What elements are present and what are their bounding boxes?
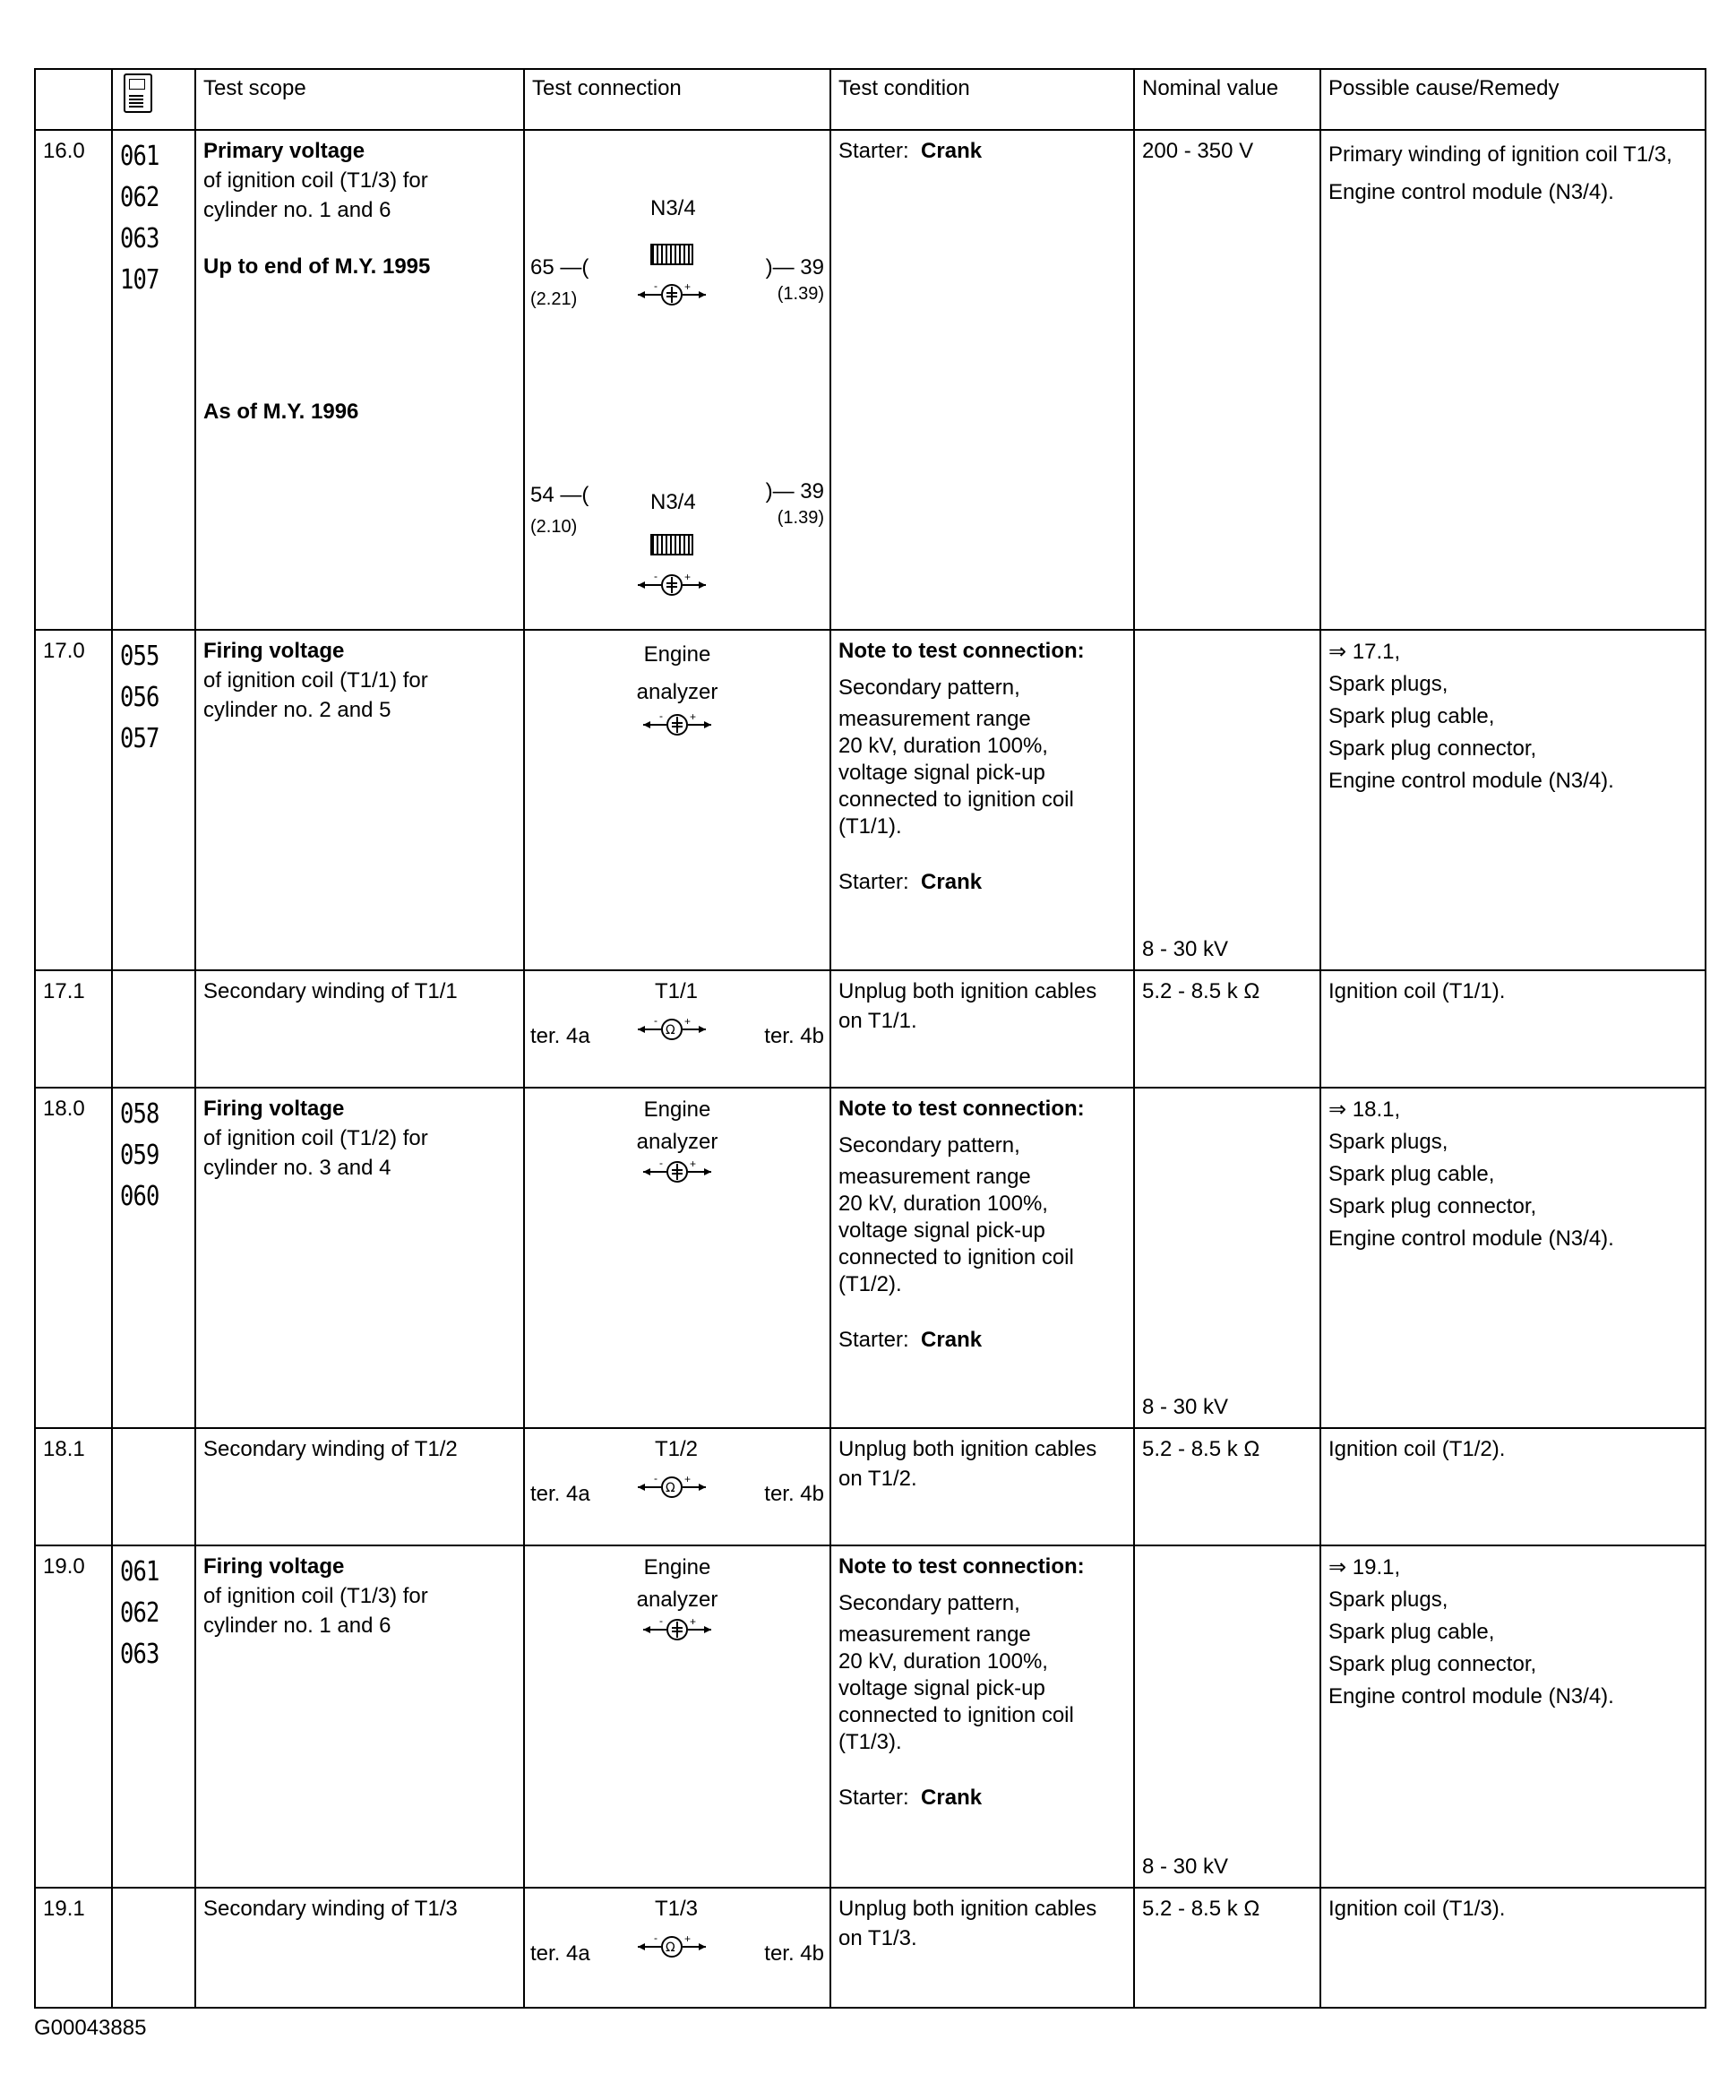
test-scope — [195, 1088, 524, 1428]
blink-code: 062 — [120, 1597, 159, 1629]
svg-text:+: + — [690, 711, 697, 723]
test-connection — [524, 130, 830, 630]
table-row — [35, 1888, 1706, 2008]
scope-title: Firing voltage — [203, 1097, 345, 1121]
starter-condition — [838, 1325, 1126, 1355]
svg-text:+: + — [684, 1474, 692, 1485]
condition-line: Secondary pattern, — [838, 1591, 1020, 1615]
condition-label: Starter: — [838, 870, 909, 894]
module-label: T1/2 — [655, 1437, 699, 1461]
test-connection — [524, 1545, 830, 1888]
test-condition — [830, 630, 1134, 970]
svg-text:-: - — [659, 1158, 663, 1169]
nominal-value: 5.2 - 8.5 k Ω — [1134, 970, 1320, 1088]
remedy-line: Spark plug connector, — [1328, 1652, 1537, 1676]
condition-line: connected to ignition coil — [838, 788, 1074, 812]
pin-number: 39 — [800, 255, 824, 280]
header-test-connection: Test connection — [524, 69, 830, 130]
svg-text:Ω: Ω — [666, 1023, 675, 1037]
step-number: 16.0 — [35, 130, 112, 630]
condition-line: voltage signal pick-up — [838, 1218, 1045, 1243]
remedy-line: Spark plug connector, — [1328, 1194, 1537, 1218]
pin-left: 54 —( — [530, 483, 589, 507]
header-nominal-value: Nominal value — [1134, 69, 1320, 130]
test-connection — [524, 1888, 830, 2008]
test-scope — [195, 1545, 524, 1888]
blink-code: 061 — [120, 1556, 159, 1588]
blink-code: 058 — [120, 1098, 159, 1130]
header-step — [35, 69, 112, 130]
table-row — [35, 970, 1706, 1088]
test-condition: Unplug both ignition cables on T1/3. — [830, 1888, 1134, 2008]
condition-value: Crank — [921, 1328, 983, 1352]
condition-note: Note to test connection: — [838, 639, 1085, 663]
blink-codes — [112, 1545, 195, 1888]
svg-text:+: + — [684, 572, 692, 583]
svg-text:-: - — [654, 1474, 657, 1485]
nominal-value-text: 8 - 30 kV — [1142, 1855, 1229, 1879]
scope-text: of ignition coil (T1/1) for cylinder no. 2 and 5 — [203, 668, 428, 722]
condition-value: Crank — [921, 870, 983, 894]
step-number: 18.0 — [35, 1088, 112, 1428]
blink-code: 055 — [120, 641, 159, 672]
condition-line: measurement range — [838, 1622, 1031, 1647]
blink-code: 060 — [120, 1181, 159, 1212]
condition-line: Secondary pattern, — [838, 1133, 1020, 1158]
starter-condition — [838, 1783, 1126, 1812]
test-condition — [830, 1545, 1134, 1888]
svg-text:+: + — [690, 1158, 697, 1170]
remedy-line: ⇒ 17.1, — [1328, 640, 1401, 664]
remedy-line: Spark plugs, — [1328, 1130, 1448, 1154]
scope-title: Firing voltage — [203, 1554, 345, 1579]
test-scope: Secondary winding of T1/2 — [195, 1428, 524, 1545]
starter-condition — [838, 867, 1126, 897]
analyzer-label: Engine — [643, 1097, 711, 1122]
blink-codes — [112, 630, 195, 970]
remedy-line: Engine control module (N3/4). — [1328, 769, 1614, 793]
remedy — [1320, 130, 1706, 630]
step-number: 19.1 — [35, 1888, 112, 2008]
analyzer-label: analyzer — [636, 680, 718, 704]
terminal-left: ter. 4a — [530, 1941, 590, 1966]
blink-codes — [112, 1088, 195, 1428]
svg-text:Ω: Ω — [666, 1941, 675, 1955]
scope-sub-title: Up to end of M.Y. 1995 — [203, 254, 431, 279]
svg-text:+: + — [684, 1016, 692, 1028]
blink-code: 063 — [120, 223, 159, 254]
nominal-value — [1134, 1545, 1320, 1888]
step-number: 19.0 — [35, 1545, 112, 1888]
remedy-line: Spark plugs, — [1328, 1588, 1448, 1612]
analyzer-label: analyzer — [636, 1588, 718, 1612]
scope-sub-title: As of M.Y. 1996 — [203, 400, 359, 424]
nominal-value-text: 8 - 30 kV — [1142, 937, 1229, 961]
module-label: N3/4 — [650, 196, 696, 220]
ohmmeter-icon — [636, 1016, 708, 1051]
blink-codes — [112, 130, 195, 630]
terminal-right: ter. 4b — [764, 1941, 824, 1966]
test-connection — [524, 1428, 830, 1545]
remedy-line: Engine control module (N3/4). — [1328, 1684, 1614, 1708]
remedy-line: ⇒ 19.1, — [1328, 1555, 1401, 1579]
remedy-line: ⇒ 18.1, — [1328, 1097, 1401, 1122]
module-label: T1/1 — [655, 979, 699, 1003]
table-row — [35, 1545, 1706, 1888]
test-scope: Secondary winding of T1/3 — [195, 1888, 524, 2008]
blink-codes — [112, 1428, 195, 1545]
blink-code: 062 — [120, 182, 159, 213]
blink-code: 061 — [120, 141, 159, 172]
table-row — [35, 130, 1706, 630]
scope-title: Primary voltage — [203, 139, 365, 163]
svg-text:Ω: Ω — [666, 1481, 675, 1495]
condition-line: 20 kV, duration 100%, — [838, 1192, 1048, 1216]
pin-number: 65 — [530, 255, 554, 280]
table-row — [35, 1088, 1706, 1428]
test-condition: Unplug both ignition cables on T1/1. — [830, 970, 1134, 1088]
voltmeter-icon — [532, 1616, 822, 1653]
condition-lines — [838, 1164, 1126, 1298]
svg-text:-: - — [654, 572, 657, 582]
pin-number: 39 — [800, 479, 824, 503]
voltmeter-icon — [532, 711, 822, 751]
nominal-value: 5.2 - 8.5 k Ω — [1134, 1428, 1320, 1545]
condition-value: Crank — [921, 139, 983, 163]
tester-icon — [124, 73, 152, 113]
voltmeter-icon — [636, 281, 708, 316]
pin-right: )— 39 — [765, 255, 824, 280]
test-connection — [524, 970, 830, 1088]
pin-left: 65 —( — [530, 255, 589, 280]
terminal-left: ter. 4a — [530, 1024, 590, 1048]
blink-codes — [112, 970, 195, 1088]
svg-text:-: - — [659, 711, 663, 722]
condition-line: measurement range — [838, 1165, 1031, 1189]
pin-number: 54 — [530, 483, 554, 507]
table-row — [35, 630, 1706, 970]
step-number: 18.1 — [35, 1428, 112, 1545]
test-connection — [524, 630, 830, 970]
condition-line: connected to ignition coil — [838, 1245, 1074, 1269]
svg-text:-: - — [659, 1616, 663, 1627]
scope-title: Firing voltage — [203, 639, 345, 663]
analyzer-label: Engine — [643, 642, 711, 667]
header-row — [35, 69, 1706, 130]
svg-text:+: + — [684, 281, 692, 293]
condition-note: Note to test connection: — [838, 1097, 1085, 1121]
remedy-line: Spark plug cable, — [1328, 1162, 1495, 1186]
scope-text: of ignition coil (T1/3) for cylinder no. 1 and 6 — [203, 168, 428, 222]
svg-text:+: + — [690, 1616, 697, 1628]
module-label: N3/4 — [650, 490, 696, 514]
condition-line: (T1/2). — [838, 1272, 902, 1296]
remedy-line: Spark plugs, — [1328, 672, 1448, 696]
analyzer-label: analyzer — [636, 1130, 718, 1154]
blink-code: 063 — [120, 1639, 159, 1670]
remedy-line: Spark plug cable, — [1328, 1620, 1495, 1644]
header-remedy: Possible cause/Remedy — [1320, 69, 1706, 130]
condition-label: Starter: — [838, 139, 909, 163]
blink-code: 107 — [120, 264, 159, 296]
test-condition: Unplug both ignition cables on T1/2. — [830, 1428, 1134, 1545]
condition-line: voltage signal pick-up — [838, 761, 1045, 785]
blink-code: 059 — [120, 1140, 159, 1171]
blink-codes — [112, 1888, 195, 2008]
terminal-right: ter. 4b — [764, 1024, 824, 1048]
step-number: 17.1 — [35, 970, 112, 1088]
condition-line: measurement range — [838, 707, 1031, 731]
nominal-value: 5.2 - 8.5 k Ω — [1134, 1888, 1320, 2008]
voltmeter-icon — [636, 572, 708, 607]
svg-text:-: - — [654, 281, 657, 292]
header-test-scope: Test scope — [195, 69, 524, 130]
condition-lines — [838, 1622, 1126, 1756]
remedy — [1320, 630, 1706, 970]
condition-lines — [838, 706, 1126, 840]
nominal-value — [1134, 630, 1320, 970]
condition-value: Crank — [921, 1786, 983, 1810]
ohmmeter-icon — [636, 1474, 708, 1509]
pin-right: )— 39 — [765, 479, 824, 503]
svg-text:-: - — [654, 1933, 657, 1944]
scope-text: of ignition coil (T1/2) for cylinder no. 3 and 4 — [203, 1126, 428, 1180]
test-scope — [195, 630, 524, 970]
condition-line: connected to ignition coil — [838, 1703, 1074, 1727]
condition-line: voltage signal pick-up — [838, 1676, 1045, 1700]
test-scope — [195, 130, 524, 630]
terminal-right: ter. 4b — [764, 1482, 824, 1506]
svg-text:-: - — [654, 1016, 657, 1027]
module-label: T1/3 — [655, 1897, 699, 1921]
condition-line: (T1/3). — [838, 1730, 902, 1754]
analyzer-label: Engine — [643, 1555, 711, 1579]
condition-note: Note to test connection: — [838, 1554, 1085, 1579]
remedy — [1320, 1545, 1706, 1888]
remedy-line: Spark plug connector, — [1328, 736, 1537, 761]
remedy-line: Engine control module (N3/4). — [1328, 1226, 1614, 1251]
pin-left-sub: (2.10) — [530, 517, 578, 537]
pin-right-sub: (1.39) — [777, 284, 824, 304]
diagnostic-table — [34, 68, 1706, 2009]
scope-text: of ignition coil (T1/3) for cylinder no. 1 and 6 — [203, 1584, 428, 1638]
remedy-line: Spark plug cable, — [1328, 704, 1495, 728]
test-scope: Secondary winding of T1/1 — [195, 970, 524, 1088]
svg-text:+: + — [684, 1933, 692, 1945]
test-condition — [830, 1088, 1134, 1428]
figure-code: G00043885 — [34, 2016, 147, 2040]
condition-line: 20 kV, duration 100%, — [838, 734, 1048, 758]
header-test-condition: Test condition — [830, 69, 1134, 130]
terminal-left: ter. 4a — [530, 1482, 590, 1506]
pin-left-sub: (2.21) — [530, 289, 578, 309]
ohmmeter-icon — [636, 1933, 708, 1968]
ecu-connector-icon — [650, 244, 693, 273]
test-connection — [524, 1088, 830, 1428]
condition-label: Starter: — [838, 1328, 909, 1352]
condition-line: Secondary pattern, — [838, 676, 1020, 700]
condition-label: Starter: — [838, 1786, 909, 1810]
condition-line: 20 kV, duration 100%, — [838, 1649, 1048, 1674]
test-condition — [830, 130, 1134, 630]
remedy-line: Primary winding of ignition coil T1/3, — [1328, 142, 1672, 167]
pin-right-sub: (1.39) — [777, 508, 824, 528]
nominal-value-text: 8 - 30 kV — [1142, 1395, 1229, 1419]
blink-code: 056 — [120, 682, 159, 713]
ecu-connector-icon — [650, 534, 693, 564]
remedy: Ignition coil (T1/1). — [1320, 970, 1706, 1088]
header-tester-icon-cell — [112, 69, 195, 130]
blink-code: 057 — [120, 723, 159, 754]
nominal-value: 200 - 350 V — [1134, 130, 1320, 630]
voltmeter-icon — [532, 1158, 822, 1195]
condition-line: (T1/1). — [838, 814, 902, 839]
remedy: Ignition coil (T1/2). — [1320, 1428, 1706, 1545]
remedy: Ignition coil (T1/3). — [1320, 1888, 1706, 2008]
nominal-value — [1134, 1088, 1320, 1428]
table-row — [35, 1428, 1706, 1545]
remedy-line: Engine control module (N3/4). — [1328, 180, 1614, 204]
step-number: 17.0 — [35, 630, 112, 970]
remedy — [1320, 1088, 1706, 1428]
